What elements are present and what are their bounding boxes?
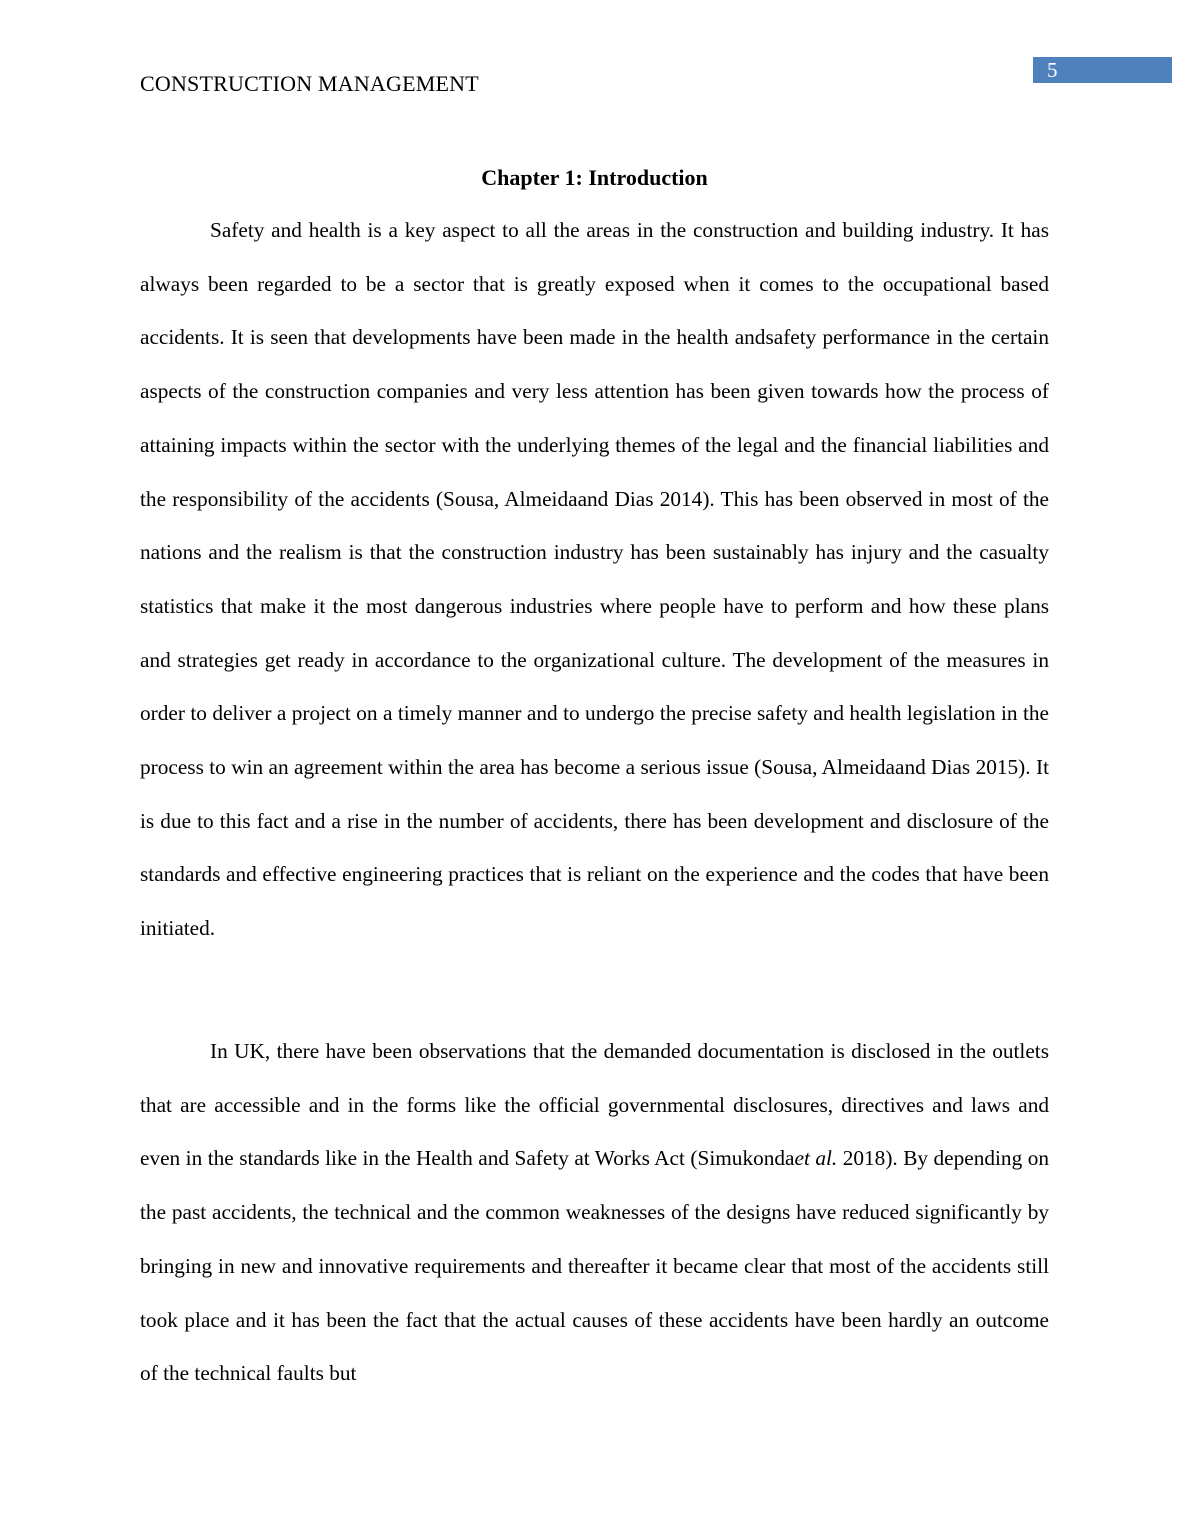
- page-number-badge: [1033, 57, 1172, 83]
- chapter-title: Chapter 1: Introduction: [481, 165, 708, 190]
- paragraph-2-text-end: 2018). By depending on the past accidents, the technical and the common weaknesses of the designs have reduced significantly by bringing in new and innovative requirements and thereafter it became clear that most of the accidents still took place and it has been the fact that the actual causes of these accidents have been hardly an outcome of the technical faults but: [140, 1146, 1049, 1386]
- body-paragraph-2: [140, 1025, 1049, 1401]
- paragraph-2-text-start: In UK, there have been observations that the demanded documentation is disclosed in the outlets that are accessible and in the forms like the official governmental disclosures, directives and laws and even in the standards like in the Health and Safety at Works Act (Simukonda: [140, 1039, 1049, 1171]
- body-paragraph-1: Safety and health is a key aspect to all the areas in the construction and building industry. It has always been regarded to be a sector that is greatly exposed when it comes to the occupational based accidents. It is seen that developments have been made in the health andsafety performance in the certain aspects of the construction companies and very less attention has been given towards how the process of attaining impacts within the sector with the underlying themes of the legal and the financial liabilities and the responsibility of the accidents (Sousa, Almeidaand Dias 2014). This has been observed in most of the nations and the realism is that the construction industry has been sustainably has injury and the casualty statistics that make it the most dangerous industries where people have to perform and how these plans and strategies get ready in accordance to the organizational culture. The development of the measures in order to deliver a project on a timely manner and to undergo the precise safety and health legislation in the process to win an agreement within the area has become a serious issue (Sousa, Almeidaand Dias 2015). It is due to this fact and a rise in the number of accidents, there has been development and disclosure of the standards and effective engineering practices that is reliant on the experience and the codes that have been initiated.: [140, 218, 1049, 941]
- page-number: 5: [1047, 58, 1058, 82]
- paragraph-2-italic-citation: et al.: [794, 1146, 838, 1171]
- running-head: CONSTRUCTION MANAGEMENT: [140, 71, 479, 96]
